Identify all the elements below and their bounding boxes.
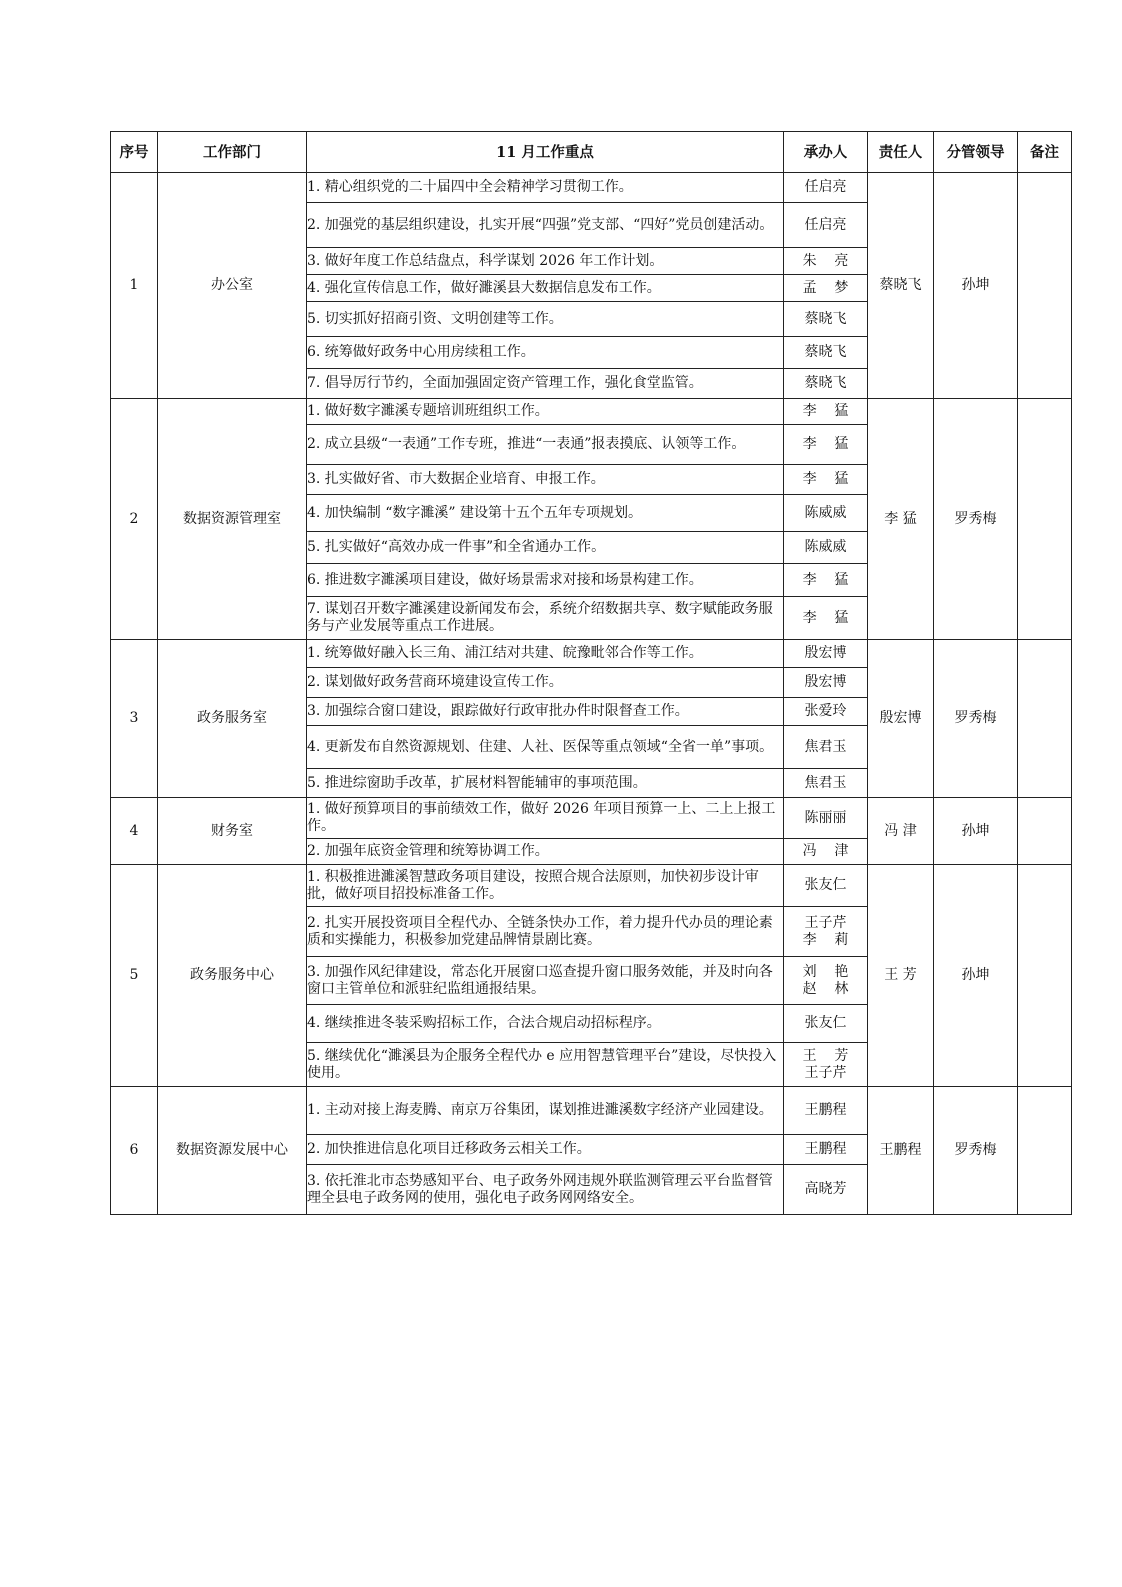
handler-name: 孟 梦 — [802, 279, 849, 296]
work-item: 5. 推进综窗助手改革，扩展材料智能辅审的事项范围。 — [307, 769, 784, 798]
row-remarks — [1018, 865, 1072, 1087]
row-remarks — [1018, 640, 1072, 798]
handler-name: 任启亮 — [804, 179, 847, 195]
row-department: 办公室 — [158, 173, 307, 399]
header-responsible: 责任人 — [868, 132, 934, 173]
row-leader: 孙坤 — [934, 798, 1018, 865]
work-item: 4. 强化宣传信息工作，做好濉溪县大数据信息发布工作。 — [307, 275, 784, 302]
handler-cell — [784, 907, 868, 957]
handler-cell — [784, 640, 868, 668]
header-focus: 11 月工作重点 — [307, 132, 784, 173]
handler-cell — [784, 302, 868, 337]
work-item: 3. 依托淮北市态势感知平台、电子政务外网违规外联监测管理云平台监督管理全县电子政务网的使用，强化电子政务网网络安全。 — [307, 1165, 784, 1215]
work-item: 5. 扎实做好“高效办成一件事”和全省通办工作。 — [307, 532, 784, 564]
row-department: 数据资源管理室 — [158, 399, 307, 640]
row-seq: 2 — [111, 399, 158, 640]
row-department: 政务服务中心 — [158, 865, 307, 1087]
header-row — [111, 132, 1072, 173]
handler-cell — [784, 1165, 868, 1215]
handler-name: 高晓芳 — [804, 1181, 847, 1197]
row-department: 财务室 — [158, 798, 307, 865]
header-leader: 分管领导 — [934, 132, 1018, 173]
table-row — [111, 865, 1072, 907]
handler-name: 王鹏程 — [804, 1102, 847, 1118]
handler-name: 焦君玉 — [804, 774, 847, 791]
handler-cell — [784, 532, 868, 564]
work-item: 2. 谋划做好政务营商环境建设宣传工作。 — [307, 668, 784, 698]
handler-name: 刘 艳 — [802, 963, 849, 980]
handler-name: 王子芹 — [804, 1064, 847, 1081]
handler-name: 焦君玉 — [804, 738, 847, 755]
row-leader: 罗秀梅 — [934, 640, 1018, 798]
handler-name: 赵 林 — [802, 980, 849, 997]
handler-name: 张友仁 — [804, 1015, 847, 1031]
handler-cell — [784, 1005, 868, 1043]
handler-name: 殷宏博 — [804, 645, 847, 661]
row-leader: 孙坤 — [934, 865, 1018, 1087]
handler-cell — [784, 495, 868, 532]
row-responsible: 蔡晓飞 — [868, 173, 934, 399]
handler-cell — [784, 248, 868, 275]
handler-name: 张爱玲 — [804, 703, 847, 719]
handler-name: 李 猛 — [802, 571, 849, 588]
row-remarks — [1018, 798, 1072, 865]
work-plan-sheet — [110, 131, 1071, 1215]
table-body — [111, 173, 1072, 1215]
handler-name: 李 猛 — [802, 403, 849, 419]
work-item: 3. 加强作风纪律建设，常态化开展窗口巡查提升窗口服务效能，并及时向各窗口主管单位和派驻纪监组通报结果。 — [307, 957, 784, 1005]
work-item: 4. 更新发布自然资源规划、住建、人社、医保等重点领域“全省一单”事项。 — [307, 726, 784, 769]
handler-cell — [784, 425, 868, 465]
row-seq: 3 — [111, 640, 158, 798]
handler-name: 陈威威 — [804, 504, 847, 521]
handler-name: 李 猛 — [802, 609, 849, 626]
handler-name: 陈丽丽 — [804, 809, 847, 826]
handler-cell — [784, 173, 868, 203]
handler-cell — [784, 668, 868, 698]
handler-name: 王鹏程 — [804, 1141, 847, 1157]
work-item: 4. 继续推进冬装采购招标工作，合法合规启动招标程序。 — [307, 1005, 784, 1043]
row-responsible: 殷宏博 — [868, 640, 934, 798]
handler-cell — [784, 203, 868, 248]
header-handler: 承办人 — [784, 132, 868, 173]
row-department: 数据资源发展中心 — [158, 1087, 307, 1215]
handler-cell — [784, 839, 868, 865]
work-item: 7. 倡导厉行节约，全面加强固定资产管理工作，强化食堂监管。 — [307, 369, 784, 399]
table-row — [111, 173, 1072, 203]
handler-cell — [784, 798, 868, 839]
handler-cell — [784, 564, 868, 597]
handler-cell — [784, 369, 868, 399]
work-item: 2. 加强年底资金管理和统筹协调工作。 — [307, 839, 784, 865]
row-remarks — [1018, 173, 1072, 399]
handler-cell — [784, 726, 868, 769]
work-item: 3. 加强综合窗口建设，跟踪做好行政审批办件时限督查工作。 — [307, 698, 784, 726]
row-responsible: 王鹏程 — [868, 1087, 934, 1215]
row-responsible: 王 芳 — [868, 865, 934, 1087]
handler-name: 陈威威 — [804, 539, 847, 555]
handler-cell — [784, 597, 868, 640]
handler-name: 任启亮 — [804, 216, 847, 233]
row-responsible: 李 猛 — [868, 399, 934, 640]
work-item: 5. 切实抓好招商引资、文明创建等工作。 — [307, 302, 784, 337]
work-item: 7. 谋划召开数字濉溪建设新闻发布会，系统介绍数据共享、数字赋能政务服务与产业发展等重点工作进展。 — [307, 597, 784, 640]
handler-name: 朱 亮 — [802, 252, 849, 269]
row-remarks — [1018, 1087, 1072, 1215]
handler-name: 冯 津 — [802, 843, 849, 859]
handler-cell — [784, 698, 868, 726]
handler-name: 王 芳 — [802, 1047, 849, 1064]
handler-cell — [784, 1135, 868, 1165]
work-item: 2. 扎实开展投资项目全程代办、全链条快办工作，着力提升代办员的理论素质和实操能力，积极参加党建品牌情景剧比赛。 — [307, 907, 784, 957]
table-row — [111, 1087, 1072, 1135]
table-row — [111, 399, 1072, 425]
handler-name: 王子芹 — [804, 914, 847, 931]
handler-name: 蔡晓飞 — [804, 344, 847, 360]
work-item: 1. 做好预算项目的事前绩效工作，做好 2026 年项目预算一上、二上上报工作。 — [307, 798, 784, 839]
work-item: 6. 推进数字濉溪项目建设，做好场景需求对接和场景构建工作。 — [307, 564, 784, 597]
row-department: 政务服务室 — [158, 640, 307, 798]
work-item: 1. 主动对接上海麦腾、南京万谷集团，谋划推进濉溪数字经济产业园建设。 — [307, 1087, 784, 1135]
row-leader: 罗秀梅 — [934, 1087, 1018, 1215]
header-department: 工作部门 — [158, 132, 307, 173]
handler-cell — [784, 1043, 868, 1087]
handler-cell — [784, 769, 868, 798]
work-item: 3. 做好年度工作总结盘点，科学谋划 2026 年工作计划。 — [307, 248, 784, 275]
work-item: 6. 统筹做好政务中心用房续租工作。 — [307, 337, 784, 369]
header-seq: 序号 — [111, 132, 158, 173]
row-responsible: 冯 津 — [868, 798, 934, 865]
handler-name: 蔡晓飞 — [804, 375, 847, 391]
handler-cell — [784, 275, 868, 302]
table-row — [111, 798, 1072, 839]
row-seq: 5 — [111, 865, 158, 1087]
row-leader: 孙坤 — [934, 173, 1018, 399]
row-seq: 4 — [111, 798, 158, 865]
row-seq: 6 — [111, 1087, 158, 1215]
handler-name: 蔡晓飞 — [804, 310, 847, 327]
work-item: 2. 加快推进信息化项目迁移政务云相关工作。 — [307, 1135, 784, 1165]
header-remarks: 备注 — [1018, 132, 1072, 173]
work-item: 1. 积极推进濉溪智慧政务项目建设，按照合规合法原则，加快初步设计审批，做好项目招投标准备工作。 — [307, 865, 784, 907]
work-item: 1. 做好数字濉溪专题培训班组织工作。 — [307, 399, 784, 425]
row-remarks — [1018, 399, 1072, 640]
work-plan-table — [110, 131, 1072, 1215]
handler-cell — [784, 399, 868, 425]
handler-name: 李 猛 — [802, 471, 849, 487]
work-item: 1. 统筹做好融入长三角、浦江结对共建、皖豫毗邻合作等工作。 — [307, 640, 784, 668]
handler-name: 李 莉 — [802, 931, 849, 948]
work-item: 5. 继续优化“濉溪县为企服务全程代办 e 应用智慧管理平台”建设，尽快投入使用。 — [307, 1043, 784, 1087]
row-leader: 罗秀梅 — [934, 399, 1018, 640]
handler-cell — [784, 465, 868, 495]
handler-name: 张友仁 — [804, 877, 847, 893]
work-item: 1. 精心组织党的二十届四中全会精神学习贯彻工作。 — [307, 173, 784, 203]
work-item: 3. 扎实做好省、市大数据企业培育、申报工作。 — [307, 465, 784, 495]
table-row — [111, 640, 1072, 668]
work-item: 2. 成立县级“一表通”工作专班，推进“一表通”报表摸底、认领等工作。 — [307, 425, 784, 465]
handler-cell — [784, 957, 868, 1005]
work-item: 4. 加快编制 “数字濉溪” 建设第十五个五年专项规划。 — [307, 495, 784, 532]
handler-cell — [784, 337, 868, 369]
row-seq: 1 — [111, 173, 158, 399]
work-item: 2. 加强党的基层组织建设，扎实开展“四强”党支部、“四好”党员创建活动。 — [307, 203, 784, 248]
handler-name: 李 猛 — [802, 436, 849, 452]
handler-name: 殷宏博 — [804, 674, 847, 690]
handler-cell — [784, 865, 868, 907]
handler-cell — [784, 1087, 868, 1135]
